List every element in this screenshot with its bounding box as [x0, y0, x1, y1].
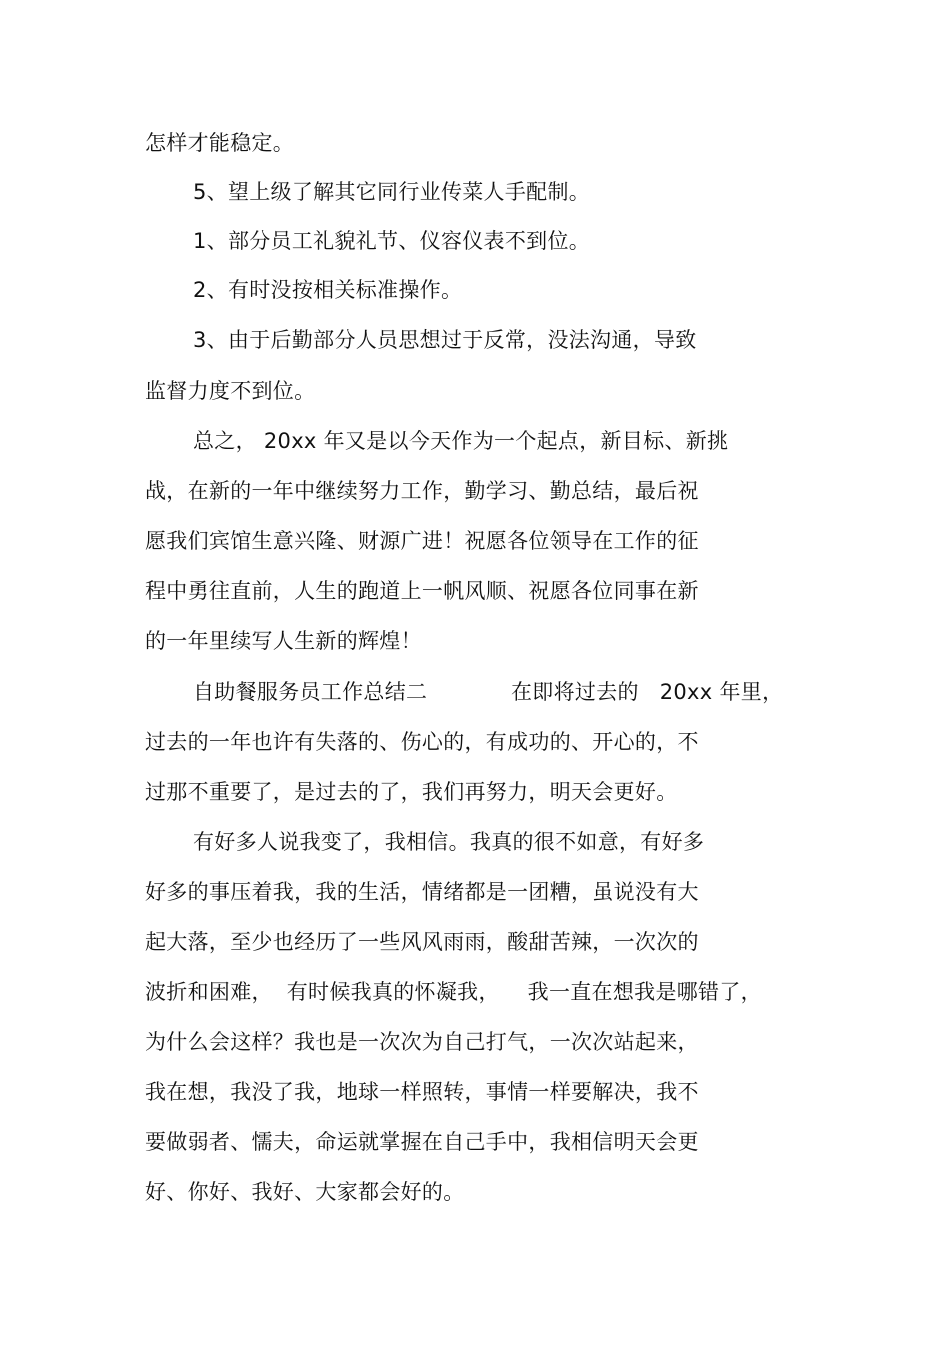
text-line: 好多的事压着我，我的生活，情绪都是一团糟，虽说没有大 — [145, 880, 699, 904]
text-line: 总之， 20xx 年又是以今天作为一个起点，新目标、新挑 — [193, 429, 729, 453]
text-line: 自助餐服务员工作总结二 在即将过去的 20xx 年里， — [193, 680, 784, 704]
text-line: 波折和困难， 有时候我真的怀凝我， 我一直在想我是哪错了， — [145, 980, 762, 1004]
text-line: 的一年里续写人生新的辉煌！ — [145, 629, 422, 653]
text-line: 5、望上级了解其它同行业传菜人手配制。 — [193, 180, 591, 204]
text-line: 怎样才能稳定。 — [145, 131, 295, 155]
text-line: 有好多人说我变了，我相信。我真的很不如意，有好多 — [193, 830, 705, 854]
text-line: 3、由于后勤部分人员思想过于反常，没法沟通，导致 — [193, 328, 697, 352]
text-line: 为什么会这样？我也是一次次为自己打气，一次次站起来， — [145, 1030, 699, 1054]
text-line: 愿我们宾馆生意兴隆、财源广进！祝愿各位领导在工作的征 — [145, 529, 699, 553]
text-line: 程中勇往直前，人生的跑道上一帆风顺、祝愿各位同事在新 — [145, 579, 699, 603]
text-line: 要做弱者、懦夫，命运就掌握在自己手中，我相信明天会更 — [145, 1130, 699, 1154]
text-line: 2、有时没按相关标准操作。 — [193, 278, 463, 302]
text-line: 起大落，至少也经历了一些风风雨雨，酸甜苦辣，一次次的 — [145, 930, 699, 954]
text-line: 监督力度不到位。 — [145, 379, 316, 403]
text-line: 1、部分员工礼貌礼节、仪容仪表不到位。 — [193, 229, 591, 253]
text-line: 战，在新的一年中继续努力工作，勤学习、勤总结，最后祝 — [145, 479, 699, 503]
text-line: 过那不重要了，是过去的了，我们再努力，明天会更好。 — [145, 780, 678, 804]
text-line: 我在想，我没了我，地球一样照转，事情一样要解决，我不 — [145, 1080, 699, 1104]
text-line: 过去的一年也许有失落的、伤心的，有成功的、开心的，不 — [145, 730, 699, 754]
text-line: 好、你好、我好、大家都会好的。 — [145, 1180, 465, 1204]
